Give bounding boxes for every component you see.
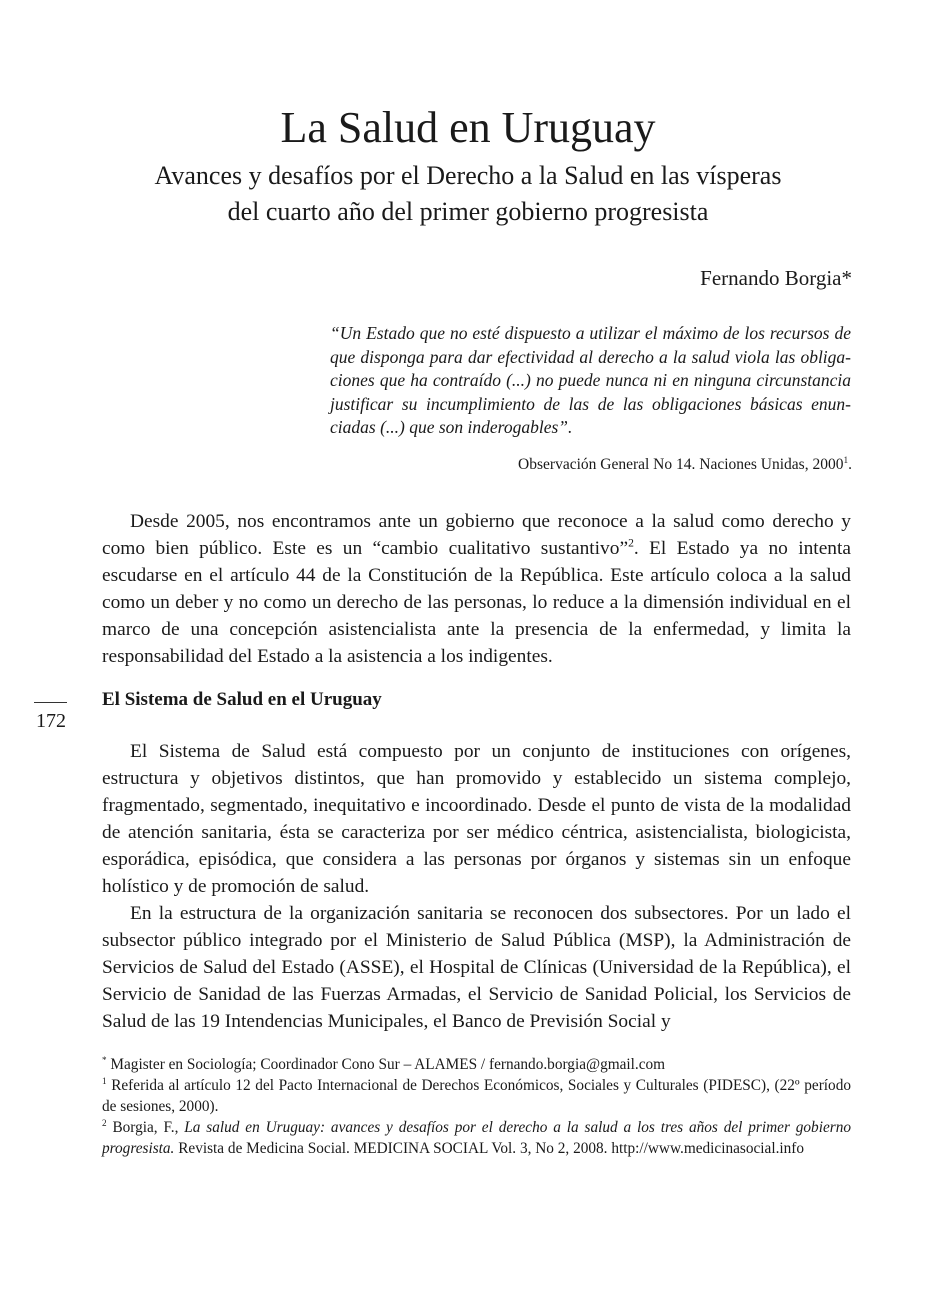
article-title: La Salud en Uruguay (280, 103, 656, 152)
author-name (700, 264, 852, 292)
footnote-1 (102, 1075, 851, 1117)
section-body (102, 738, 851, 1035)
intro-part-1: Desde 2005, nos encontramos ante un gobierno que reconoce a la salud como derecho y como bien público. Este es un “cambio cualitativo sustantivo” (102, 511, 851, 559)
author-footnote-mark: * (841, 266, 852, 290)
footnote-1-text: Referida al artículo 12 del Pacto Internacional de Derechos Económicos, Sociales y Culturales (PIDESC), (22º período de sesiones, 2000). (102, 1077, 851, 1115)
subtitle-line-1: Avances y desafíos por el Derecho a la Salud en las vísperas (154, 161, 782, 190)
intro-part-2: . El Estado ya no intenta escudarse en el artículo 44 de la Constitución de la República. Este artículo coloca a la salud como un deber y no como un derecho de las personas, lo reduce a la dimensión individual en el marco de una concepción asistencialista ante la presencia de la enfermedad, y limita la responsabilidad del Estado a la asistencia a los indigentes. (102, 538, 851, 667)
subtitle-line-2: del cuarto año del primer gobierno progresista (227, 197, 709, 226)
footnote-1-mark: 1 (102, 1075, 107, 1086)
section-heading: El Sistema de Salud en el Uruguay (102, 689, 382, 710)
footnote-star-mark: * (102, 1054, 107, 1065)
article-subtitle (110, 158, 826, 230)
page-number-rule (34, 702, 67, 703)
footnote-2-mark: 2 (102, 1117, 107, 1128)
footnote-2-title: La salud en Uruguay: avances y desafíos por el derecho a la salud a los tres años del primer gobierno progresista. (102, 1119, 851, 1157)
footnote-star-text: Magister en Sociología; Coordinador Cono Sur – ALAMES / fernando.borgia@gmail.com (106, 1056, 666, 1073)
footnote-star (102, 1054, 851, 1075)
author-text: Fernando Borgia (700, 266, 842, 290)
section-paragraph-2: En la estructura de la organización sanitaria se reconocen dos subsectores. Por un lado el subsector público integrado por el Ministerio de Salud Pública (MSP), la Administración de Servicios de Salud del Estado (ASSE), el Hospital de Clínicas (Universidad de la República), el Servicio de Sanidad de las Fuerzas Armadas, el Servicio de Sanidad Policial, los Servicios de Salud de las 19 Intendencias Municipales, el Banco de Previsión Social y (102, 903, 851, 1032)
epigraph-source (518, 455, 852, 475)
intro-paragraph (102, 508, 851, 670)
epigraph-quote: “Un Estado que no esté dispuesto a utilizar el máximo de los recursos de que disponga para dar efectividad al derecho a la salud viola las obligaciones que ha contraído (...) no puede nunca ni en ninguna circunstancia justificar su incumplimiento de las de las obligaciones básicas enunciadas (...) que son inderogables”. (330, 323, 851, 437)
section-paragraph-1: El Sistema de Salud está compuesto por un conjunto de instituciones con orígenes, estructura y objetivos distintos, que han promovido y establecido un sistema complejo, fragmentado, segmentado, inequitativo e incoordinado. Desde el punto de vista de la modalidad de atención sanitaria, ésta se caracteriza por ser médico céntrica, asistencialista, biologicista, esporádica, episódica, que considera a las personas por órganos y sistemas sin un enfoque holístico y de promoción de salud. (102, 741, 851, 897)
footnote-2-suffix: Revista de Medicina Social. MEDICINA SOCIAL Vol. 3, No 2, 2008. http://www.medicinasocial.info (174, 1140, 805, 1157)
intro-footnote-mark: 2 (628, 536, 634, 550)
footnote-2-prefix: Borgia, F., (106, 1119, 185, 1136)
epigraph-source-end: . (848, 456, 852, 473)
page-number: 172 (36, 710, 66, 732)
footnotes (102, 1054, 851, 1159)
footnote-2 (102, 1117, 851, 1159)
epigraph-source-text: Observación General No 14. Naciones Unidas, 2000 (518, 456, 844, 473)
epigraph-footnote-mark: 1 (843, 455, 849, 466)
